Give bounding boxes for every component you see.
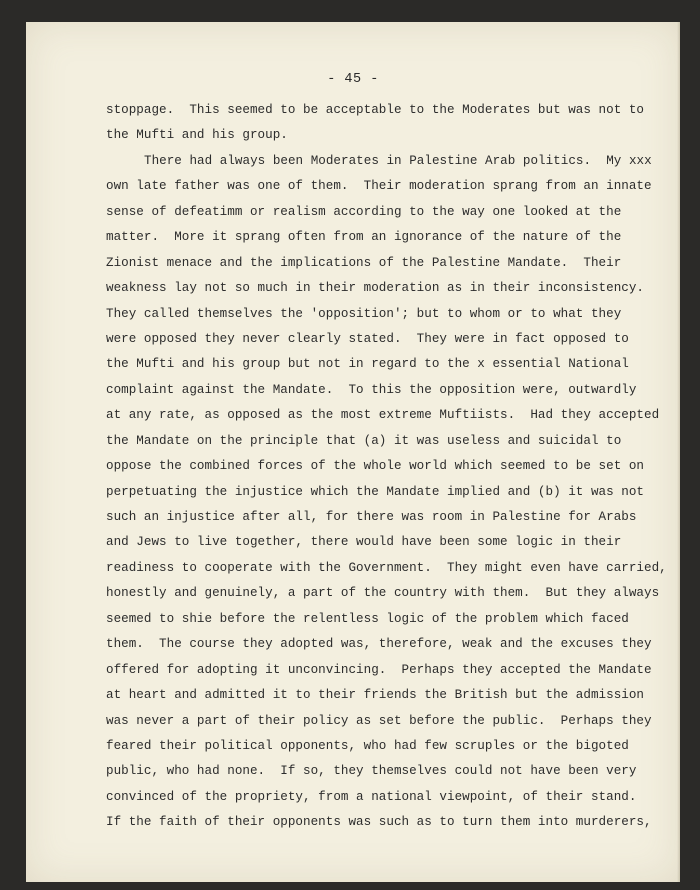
text-line: readiness to cooperate with the Government. They might even have carried, bbox=[106, 560, 667, 575]
text-line: complaint against the Mandate. To this the opposition were, outwardly bbox=[106, 382, 637, 397]
page-number: - 45 - bbox=[327, 72, 379, 87]
text-line: offered for adopting it unconvincing. Perhaps they accepted the Mandate bbox=[106, 662, 652, 677]
text-line: the Mufti and his group. bbox=[106, 128, 288, 143]
typewritten-sheet bbox=[26, 22, 680, 882]
text-line: at heart and admitted it to their friends the British but the admission bbox=[106, 688, 645, 703]
text-line: own late father was one of them. Their moderation sprang from an innate bbox=[106, 179, 652, 194]
paper-edge-shadow bbox=[677, 22, 680, 882]
text-line: such an injustice after all, for there was room in Palestine for Arabs bbox=[106, 510, 637, 524]
text-line: at any rate, as opposed as the most extreme Muftiists. Had they accepted bbox=[106, 408, 660, 423]
text-line: public, who had none. If so, they themselves could not have been very bbox=[106, 764, 637, 779]
text-line: There had always been Moderates in Palestine Arab politics. My xxx bbox=[144, 153, 652, 168]
text-line: them. The course they adopted was, therefore, weak and the excuses they bbox=[106, 637, 652, 652]
text-line: the Mufti and his group but not in regard to the x essential National bbox=[106, 357, 629, 372]
text-line: were opposed they never clearly stated. They were in fact opposed to bbox=[106, 331, 629, 346]
text-line: convinced of the propriety, from a national viewpoint, of their stand. bbox=[106, 789, 637, 804]
text-line: perpetuating the injustice which the Mandate implied and (b) it was not bbox=[106, 484, 645, 499]
body-text bbox=[106, 98, 667, 836]
text-line: feared their political opponents, who had few scruples or the bigoted bbox=[106, 738, 629, 753]
text-line: If the faith of their opponents was such as to turn them into murderers, bbox=[106, 815, 652, 830]
text-line: the Mandate on the principle that (a) it was useless and suicidal to bbox=[106, 433, 622, 448]
text-line: Zionist menace and the implications of the Palestine Mandate. Their bbox=[106, 255, 622, 270]
text-line: They called themselves the 'opposition'; but to whom or to what they bbox=[106, 306, 622, 321]
text-line: honestly and genuinely, a part of the country with them. But they always bbox=[106, 586, 660, 601]
text-line: was never a part of their policy as set before the public. Perhaps they bbox=[106, 713, 652, 728]
text-line: seemed to shie before the relentless logic of the problem which faced bbox=[106, 611, 629, 626]
text-line: oppose the combined forces of the whole world which seemed to be set on bbox=[106, 459, 645, 474]
text-line: weakness lay not so much in their moderation as in their inconsistency. bbox=[106, 281, 645, 296]
text-line: and Jews to live together, there would have been some logic in their bbox=[106, 535, 622, 550]
text-line: sense of defeatimm or realism according to the way one looked at the bbox=[106, 204, 622, 219]
text-line: matter. More it sprang often from an ignorance of the nature of the bbox=[106, 230, 622, 245]
text-line: stoppage. This seemed to be acceptable to the Moderates but was not to bbox=[106, 103, 645, 117]
